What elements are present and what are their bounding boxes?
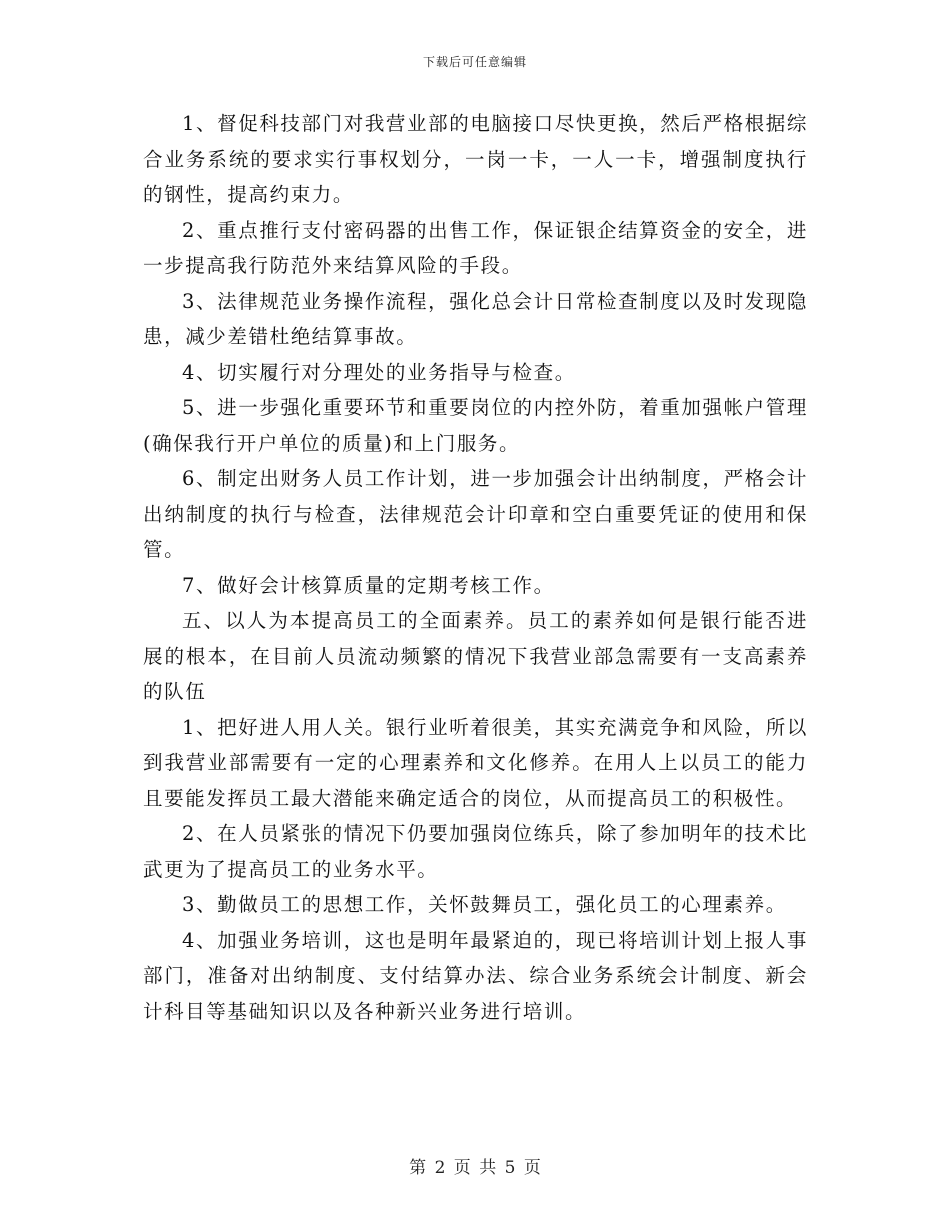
page-header: 下载后可任意编辑 xyxy=(422,55,527,69)
paragraph: 3、法律规范业务操作流程，强化总会计日常检查制度以及时发现隐患，减少差错杜绝结算事故。 xyxy=(143,289,808,348)
paragraph: 3、勤做员工的思想工作，关怀鼓舞员工，强化员工的心理素养。 xyxy=(182,893,787,916)
page-number-footer: 第 2 页 共 5 页 xyxy=(409,1158,541,1178)
paragraph: 1、把好进人用人关。银行业听着很美，其实充满竞争和风险，所以到我营业部需要有一定的心理素养和文化修养。在用人上以员工的能力且要能发挥员工最大潜能来确定适合的岗位，从而提高员工的积极性。 xyxy=(143,715,808,810)
paragraph: 4、加强业务培训，这也是明年最紧迫的，现已将培训计划上报人事部门，准备对出纳制度、支付结算办法、综合业务系统会计制度、新会计科目等基础知识以及各种新兴业务进行培训。 xyxy=(143,928,808,1023)
paragraph: 1、督促科技部门对我营业部的电脑接口尽快更换，然后严格根据综合业务系统的要求实行事权划分，一岗一卡，一人一卡，增强制度执行的钢性，提高约束力。 xyxy=(143,112,808,206)
paragraph: 2、在人员紧张的情况下仍要加强岗位练兵，除了参加明年的技术比武更为了提高员工的业务水平。 xyxy=(143,822,808,881)
paragraph: 2、重点推行支付密码器的出售工作，保证银企结算资金的安全，进一步提高我行防范外来结算风险的手段。 xyxy=(143,218,808,277)
paragraph: 7、做好会计核算质量的定期考核工作。 xyxy=(182,573,555,597)
paragraph: 6、制定出财务人员工作计划，进一步加强会计出纳制度，严格会计出纳制度的执行与检查，法律规范会计印章和空白重要凭证的使用和保管。 xyxy=(143,467,808,561)
document-body xyxy=(143,106,808,1029)
section-heading-paragraph: 五、以人为本提高员工的全面素养。员工的素养如何是银行能否进展的根本，在目前人员流动频繁的情况下我营业部急需要有一支高素养的队伍 xyxy=(143,609,808,703)
paragraph: 4、切实履行对分理处的业务指导与检查。 xyxy=(182,360,576,384)
paragraph: 5、进一步强化重要环节和重要岗位的内控外防，着重加强帐户管理(确保我行开户单位的质量)和上门服务。 xyxy=(143,396,808,455)
